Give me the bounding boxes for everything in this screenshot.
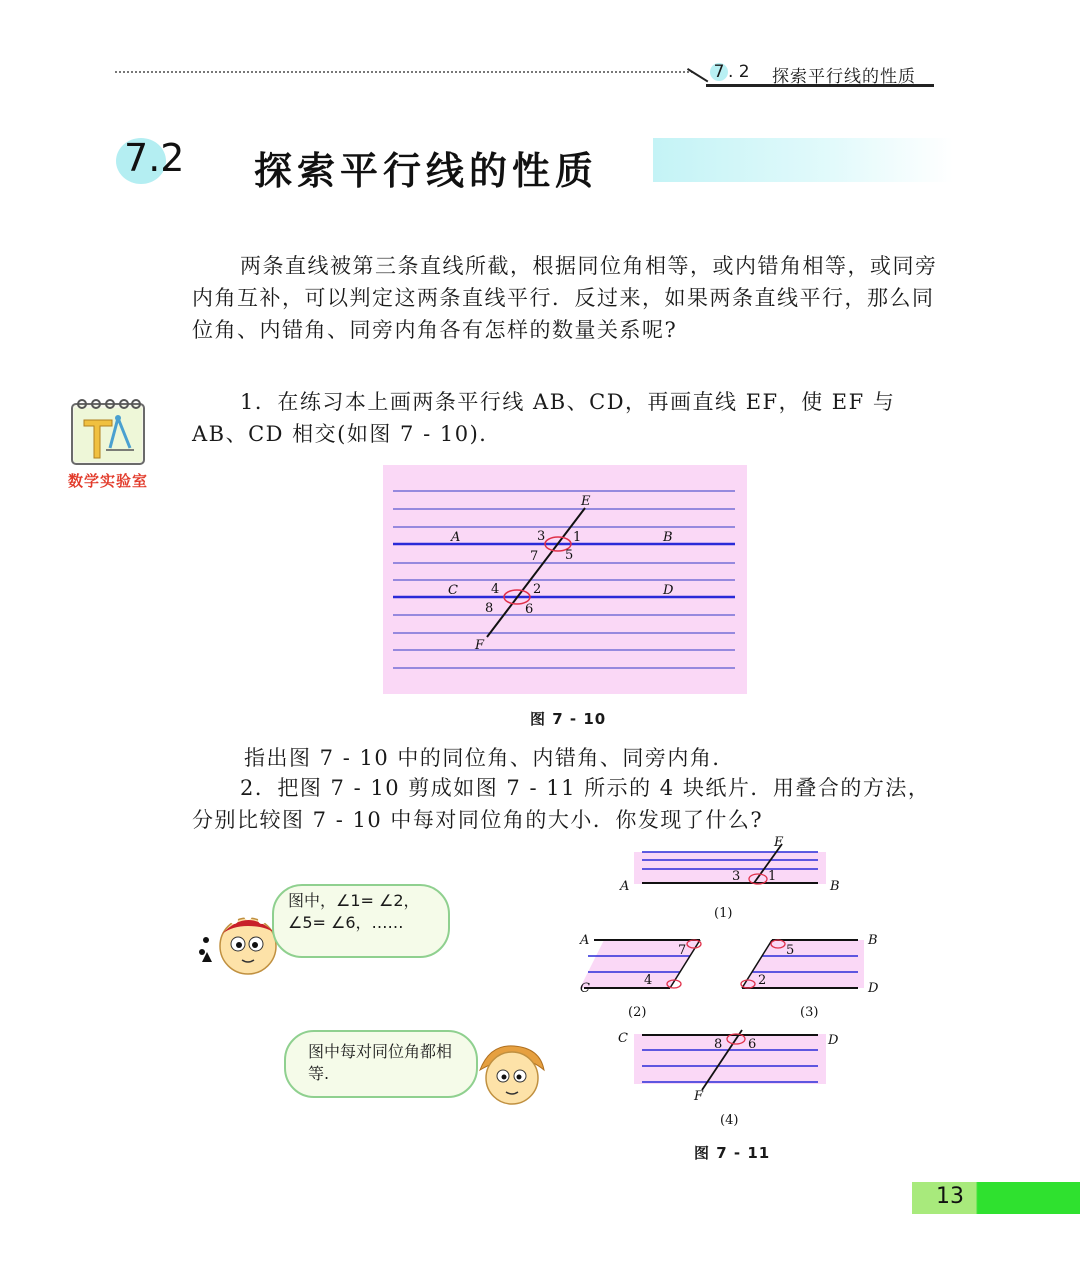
fig11-label-a: A — [620, 879, 630, 894]
header-section-number: 7 . 2 — [710, 62, 750, 82]
label-a: A — [451, 530, 461, 545]
fig11-angle-8: 8 — [714, 1037, 723, 1052]
section-title-bar — [653, 138, 953, 182]
cartoon-boy-2 — [470, 1040, 550, 1110]
step2-paragraph: 2．把图 7 - 10 剪成如图 7 - 11 所示的 4 块纸片．用叠合的方法，分别比较图 7 - 10 中每对同位角的大小．你发现了什么? — [192, 776, 931, 832]
fig11-label-c2: C — [618, 1031, 628, 1046]
speech-bubble-2-text: 图中每对同位角都相等. — [308, 1042, 453, 1083]
math-lab-label: 数学实验室 — [68, 472, 149, 490]
fig11-angle-5: 5 — [786, 943, 795, 958]
angle-6: 6 — [525, 602, 534, 617]
fig11-label-d: D — [868, 981, 879, 996]
section-number: 7.2 — [124, 136, 185, 180]
fig11-angle-6: 6 — [748, 1037, 757, 1052]
fig11-sub-1: (1) — [714, 906, 733, 921]
label-d: D — [663, 583, 674, 598]
fig11-sub-3: (3) — [800, 1005, 819, 1020]
fig11-label-a2: A — [580, 933, 590, 948]
fig11-label-d2: D — [828, 1033, 839, 1048]
angle-8: 8 — [485, 601, 494, 616]
question-1: 指出图 7 - 10 中的同位角、内错角、同旁内角． — [244, 746, 735, 770]
header-dotted-rule — [115, 71, 693, 73]
label-f: F — [475, 638, 485, 653]
fig11-label-e: E — [774, 835, 784, 850]
section-title: 探索平行线的性质 — [254, 149, 599, 193]
fig11-angle-4: 4 — [644, 973, 653, 988]
fig11-angle-2: 2 — [758, 973, 767, 988]
fig11-angle-1: 1 — [768, 869, 777, 884]
label-b: B — [663, 530, 673, 545]
speech-bubble-2 — [284, 1030, 478, 1098]
fig11-angle-3: 3 — [732, 869, 741, 884]
fig11-sub-4: (4) — [720, 1113, 739, 1128]
fig11-label-f: F — [694, 1089, 704, 1104]
fig11-angle-7: 7 — [678, 943, 687, 958]
fig11-label-b: B — [830, 879, 840, 894]
fig11-sub-2: (2) — [628, 1005, 647, 1020]
speech-bubble-1 — [272, 884, 450, 958]
fig11-label-b2: B — [868, 933, 878, 948]
label-c: C — [448, 583, 458, 598]
piece-4 — [634, 1030, 826, 1090]
angle-7: 7 — [530, 549, 539, 564]
fig11-label-c: C — [580, 981, 590, 996]
header-rule-slant — [687, 68, 708, 82]
angle-1: 1 — [573, 530, 582, 545]
angle-4: 4 — [491, 582, 500, 597]
page-number: 13 — [936, 1184, 964, 1209]
intro-paragraph: 两条直线被第三条直线所截，根据同位角相等，或内错角相等，或同旁内角互补，可以判定这两条直线平行．反过来，如果两条直线平行，那么同位角、内错角、同旁内角各有怎样的数量关系呢? — [192, 254, 938, 342]
angle-2: 2 — [533, 582, 542, 597]
header-section-title: 探索平行线的性质 — [772, 67, 916, 87]
figure-7-10 — [383, 465, 747, 694]
label-e: E — [581, 494, 591, 509]
angle-5: 5 — [565, 548, 574, 563]
figure-7-10-caption: 图 7 - 10 — [530, 710, 607, 728]
step1-paragraph: 1．在练习本上画两条平行线 AB、CD，再画直线 EF，使 EF 与 AB、CD 相交(如图 7 - 10)． — [192, 390, 896, 446]
figure-7-11-caption: 图 7 - 11 — [694, 1144, 771, 1162]
figure-7-11 — [574, 832, 879, 1134]
speech-bubble-1-text: 图中，∠1= ∠2，∠5= ∠6，…… — [288, 891, 420, 932]
angle-3: 3 — [537, 529, 546, 544]
piece-1 — [634, 844, 826, 884]
